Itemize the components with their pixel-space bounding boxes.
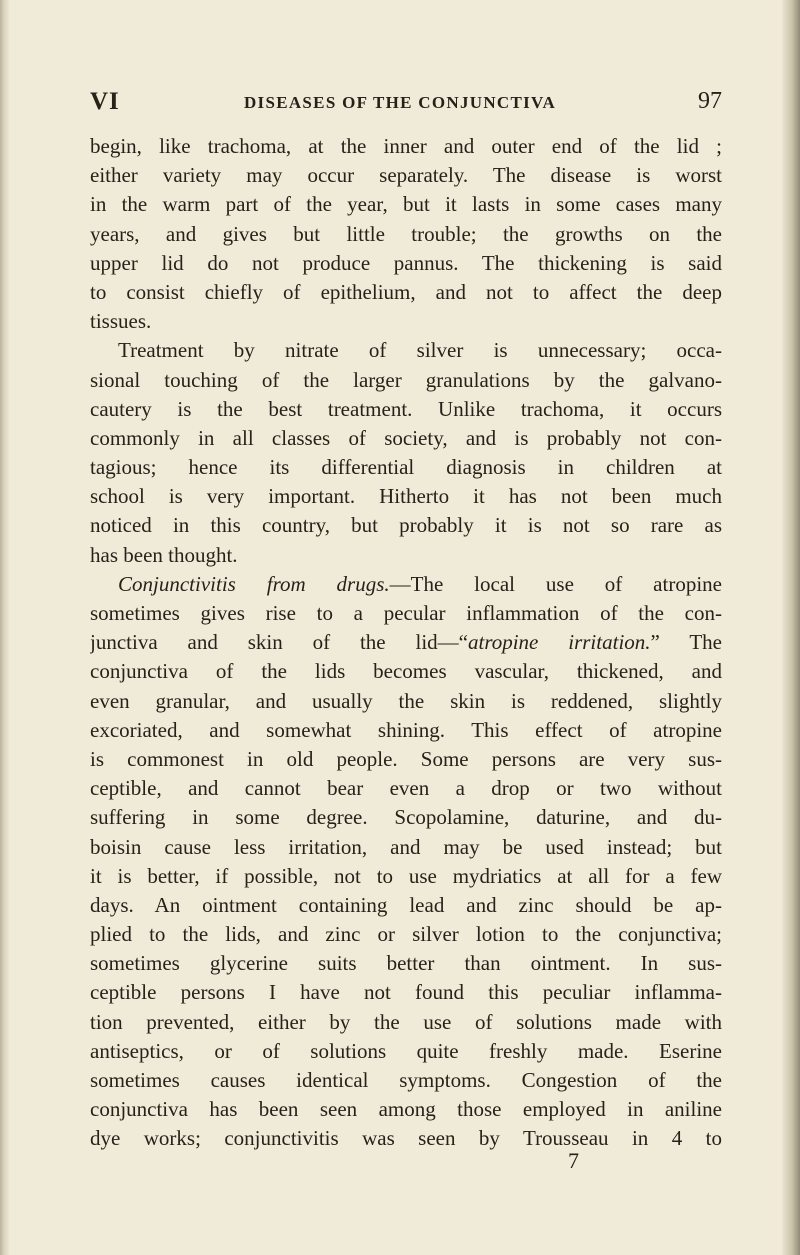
text-line: even granular, and usually the skin is reddened, slightly xyxy=(90,688,722,713)
text-line: in the warm part of the year, but it lasts in some cases many xyxy=(90,192,722,217)
text-line: has been thought. xyxy=(90,542,238,567)
text-line: sometimes causes identical symptoms. Congestion of the xyxy=(90,1068,722,1092)
text-line: noticed in this country, but probably it is not so rare as xyxy=(90,513,722,538)
italic-term: atropine irritation. xyxy=(468,630,651,655)
text-line: to consist chiefly of epithelium, and not to affect the deep xyxy=(90,279,722,304)
text-line: sional touching of the larger granulations by the galvano- xyxy=(90,367,722,392)
page-edge-left xyxy=(0,0,9,1255)
text-line: junctiva and skin of the lid—“atropine irritation.” The xyxy=(90,630,722,655)
running-head xyxy=(90,88,722,118)
text-line: tion prevented, either by the use of solutions made with xyxy=(90,1009,722,1034)
text-line: antiseptics, or of solutions quite freshly made. Eserine xyxy=(90,1038,722,1063)
text-line: ceptible, and cannot bear even a drop or two without xyxy=(90,776,722,801)
text-line: begin, like trachoma, at the inner and outer end of the lid ; xyxy=(90,134,722,158)
text-line: tagious; hence its differential diagnosis in children at xyxy=(90,455,722,480)
text-line: conjunctiva of the lids becomes vascular, thickened, and xyxy=(90,659,722,684)
paragraph-start-line: Treatment by nitrate of silver is unnecessary; occa- xyxy=(118,338,722,363)
page-number: 97 xyxy=(698,88,722,114)
body-text xyxy=(90,132,722,1154)
text-line: sometimes glycerine suits better than ointment. In sus- xyxy=(90,951,722,976)
text-line: is commonest in old people. Some persons are very sus- xyxy=(90,746,722,771)
text-line: commonly in all classes of society, and is probably not con- xyxy=(90,425,722,450)
text-line: boisin cause less irritation, and may be used instead; but xyxy=(90,834,722,859)
text-line: cautery is the best treatment. Unlike trachoma, it occurs xyxy=(90,396,722,421)
signature-mark: 7 xyxy=(568,1148,579,1173)
text-line: suffering in some degree. Scopolamine, daturine, and du- xyxy=(90,805,722,830)
section-heading: Conjunctivitis from drugs. xyxy=(118,571,390,596)
text-line: excoriated, and somewhat shining. This effect of atropine xyxy=(90,717,722,742)
text-line: ceptible persons I have not found this peculiar inflamma- xyxy=(90,980,722,1005)
page-edge-right xyxy=(782,0,800,1255)
text-line: dye works; conjunctivitis was seen by Trousseau in 4 to xyxy=(90,1126,722,1151)
running-title: DISEASES OF THE CONJUNCTIVA xyxy=(243,93,557,112)
chapter-number: VI xyxy=(90,88,120,115)
text-line: years, and gives but little trouble; the growths on the xyxy=(90,221,722,246)
text-line: sometimes gives rise to a pecular inflammation of the con- xyxy=(90,601,722,625)
text-line: tissues. xyxy=(90,309,152,334)
text-line: conjunctiva has been seen among those employed in aniline xyxy=(90,1097,722,1122)
text-line: plied to the lids, and zinc or silver lotion to the conjunctiva; xyxy=(90,922,722,947)
text-line: upper lid do not produce pannus. The thickening is said xyxy=(90,250,722,275)
text-line: either variety may occur separately. The disease is worst xyxy=(90,163,722,188)
text-line: it is better, if possible, not to use mydriatics at all for a few xyxy=(90,863,722,888)
text-line: days. An ointment containing lead and zinc should be ap- xyxy=(90,892,722,917)
text-line: school is very important. Hitherto it has not been much xyxy=(90,484,722,509)
section-heading-line: Conjunctivitis from drugs.—The local use of atropine xyxy=(118,571,722,596)
